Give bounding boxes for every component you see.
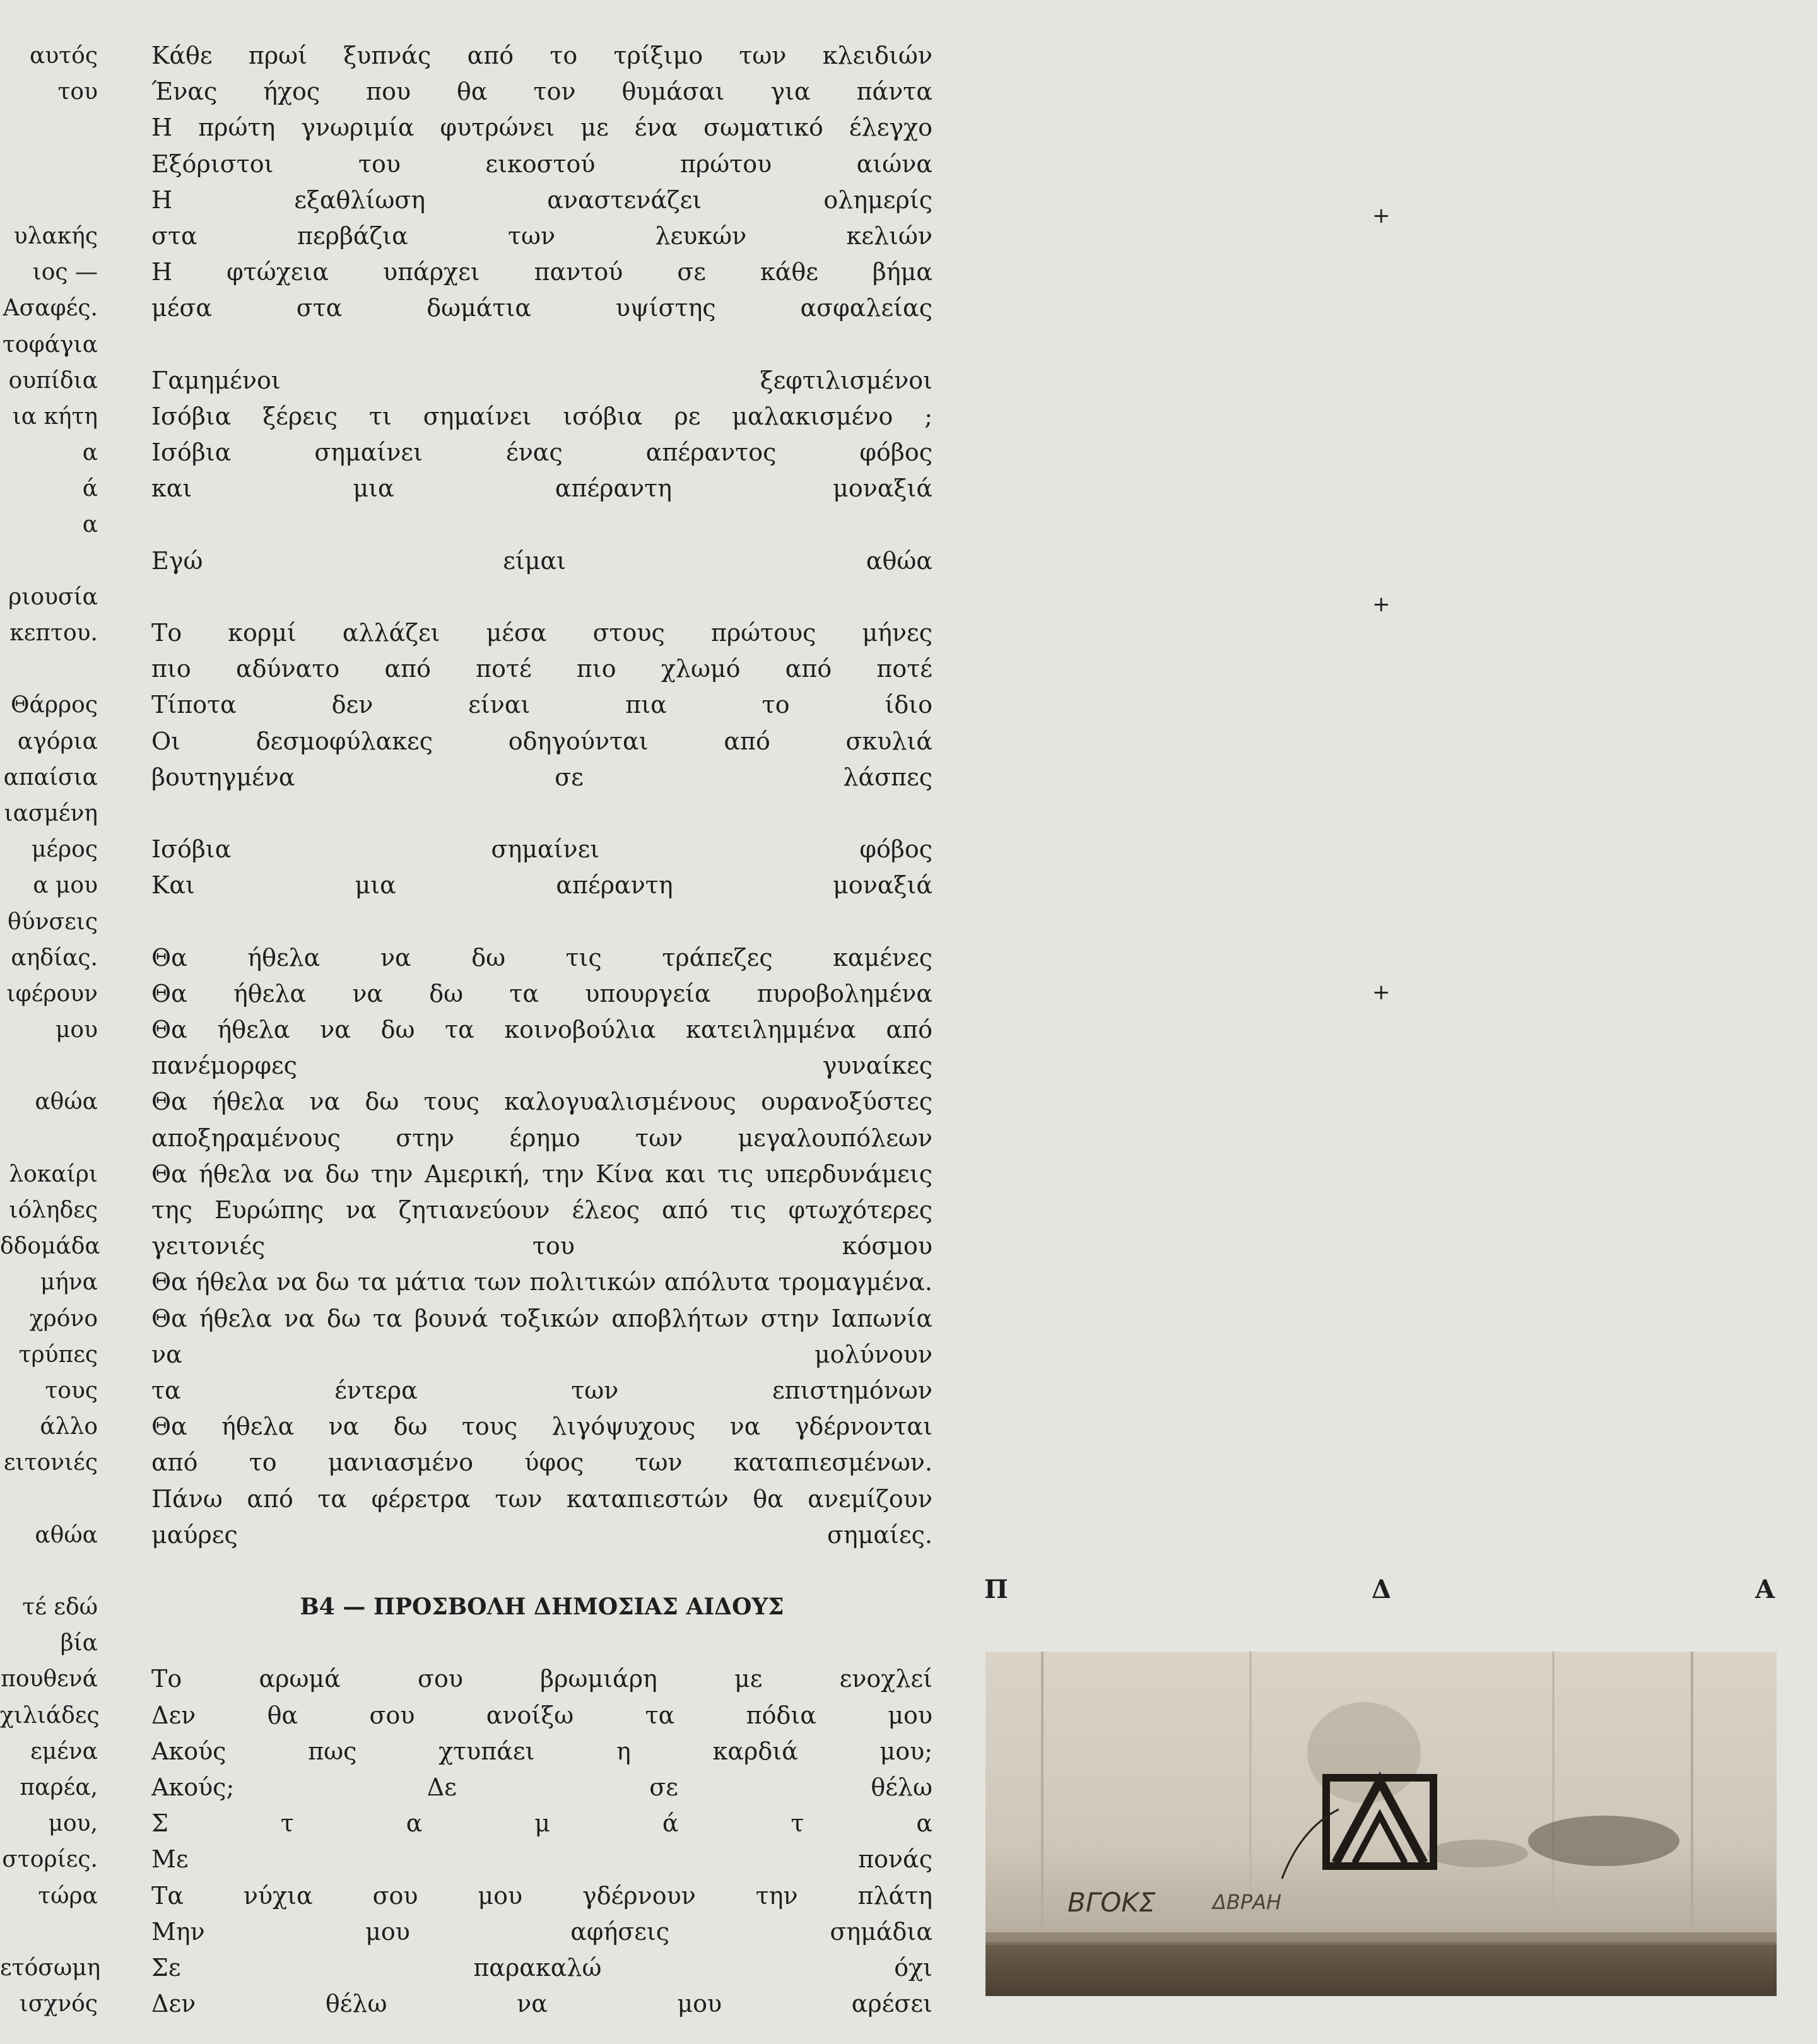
left-fragment-line: Ασαφές. (3, 295, 98, 322)
poem-line: Ισόβια σημαίνει φόβος (151, 835, 932, 864)
photo-caption-letters (984, 1575, 1773, 1612)
poem-line: Ισόβια ξέρεις τι σημαίνει ισόβια ρε μαλακισμένο ; (151, 402, 932, 430)
left-fragment-line (0, 1553, 98, 1589)
left-fragment-line: εμένα (30, 1738, 98, 1765)
poem-line: Η φτώχεια υπάρχει παντού σε κάθε βήμα (151, 258, 932, 286)
crop-mark: + (1372, 980, 1391, 1005)
left-fragment-line: α μου (33, 872, 98, 899)
poem-line: Ακούς πως χτυπάει η καρδιά μου; (151, 1737, 932, 1765)
poem-line: Τίποτα δεν είναι πια το ίδιο (151, 691, 932, 719)
poem-line: βουτηγμένα σε λάσπες (151, 763, 932, 791)
left-fragment-line: Θάρρος (11, 692, 98, 719)
left-fragment-line: μέρος (31, 837, 98, 863)
blank-line (151, 1625, 932, 1661)
left-fragment-line: αυτός (30, 43, 98, 69)
left-fragment-line: θύνσεις (8, 908, 98, 935)
graffiti-text-1: ΒΓΟΚΣ (1067, 1887, 1156, 1918)
poem-line: μέσα στα δωμάτια υψίστης ασφαλείας (151, 294, 932, 322)
left-fragment-line: αγόρια (17, 728, 98, 755)
poem-line: αποξηραμένους στην έρημο των μεγαλουπόλεων (151, 1124, 932, 1152)
left-fragment-line (0, 1481, 98, 1517)
left-fragment-line: ιφέρουν (6, 980, 98, 1007)
left-fragment-line (0, 1048, 98, 1084)
left-fragment-line (0, 1914, 98, 1950)
poem-line (151, 507, 932, 543)
poem-line: από το μανιασμένο ύφος των καταπιεσμένων. (151, 1448, 932, 1477)
poem-line: Ισόβια σημαίνει ένας απέραντος φόβος (151, 438, 932, 467)
left-fragment-line: λοκαίρι (9, 1161, 98, 1187)
graffiti-text-2: ΔΒΡΑΗ (1213, 1890, 1282, 1914)
left-fragment-line: ετόσωμη (0, 1954, 101, 1981)
poem-line: πιο αδύνατο από ποτέ πιο χλωμό από ποτέ (151, 655, 932, 683)
left-fragment-line (0, 651, 98, 687)
poem-line: Μην μου αφήσεις σημάδια (151, 1917, 932, 1946)
left-fragment-line: ά (82, 476, 98, 502)
poem-line: πανέμορφες γυναίκες (151, 1052, 932, 1080)
poem-line: Εγώ είμαι αθώα (151, 546, 932, 575)
left-fragment-line: άλλο (40, 1414, 98, 1440)
left-fragment-line: χρόνο (29, 1305, 98, 1332)
poem-line: Γαμημένοι ξεφτιλισμένοι (151, 366, 932, 394)
left-fragment-line: υλακής (13, 223, 98, 249)
poem-line (151, 327, 932, 363)
left-fragment-line: πουθενά (1, 1666, 98, 1693)
poem-line: στα περβάζια των λευκών κελιών (151, 221, 932, 250)
poem-line: Ένας ήχος που θα τον θυμάσαι για πάντα (151, 78, 932, 106)
poem-line: μαύρες σημαίες. (151, 1520, 932, 1549)
left-column-fragment (0, 38, 101, 2022)
poem-block (151, 38, 932, 1553)
letter-pi: Π (984, 1575, 1008, 1604)
left-fragment-line: ιόληδες (9, 1197, 98, 1223)
left-fragment-line: τρύπες (18, 1341, 98, 1368)
poem-line: Η πρώτη γνωριμία φυτρώνει με ένα σωματικό έλεγχο (151, 114, 932, 142)
left-fragment-line: ιασμένη (4, 800, 98, 826)
poem-line: Θα ήθελα να δω τα μάτια των πολιτικών απόλυτα τρομαγμένα. (151, 1268, 932, 1296)
left-fragment-line: α (82, 440, 98, 466)
poem-line: τα έντερα των επιστημόνων (151, 1376, 932, 1404)
left-fragment-line: βία (60, 1630, 98, 1657)
left-fragment-line: παρέα, (20, 1775, 98, 1800)
left-fragment-line: α (82, 512, 98, 538)
poem-line: Δεν θα σου ανοίξω τα πόδια μου (151, 1701, 932, 1729)
poem-line: Θα ήθελα να δω τα κοινοβούλια κατειλημμένα από (151, 1016, 932, 1044)
left-fragment-line: χιλιάδες (0, 1702, 100, 1729)
left-fragment-line: ιος — (32, 259, 98, 286)
poem-block-bottom (151, 1661, 932, 2022)
left-fragment-line: τοφάγια (2, 331, 98, 358)
left-fragment-line: τέ εδώ (22, 1594, 98, 1621)
poem-line: γειτονιές του κόσμου (151, 1232, 932, 1260)
poem-line: Το αρωμά σου βρωμιάρη με ενοχλεί (151, 1665, 932, 1693)
poem-line: Τα νύχια σου μου γδέρνουν την πλάτη (151, 1881, 932, 1910)
left-fragment-line: αηδίας. (11, 944, 98, 971)
left-fragment-line: ισχνός (19, 1991, 98, 2018)
left-fragment-line: στορίες. (2, 1847, 98, 1873)
poem-line: Θα ήθελα να δω τους καλογυαλισμένους ουρανοξύστες (151, 1088, 932, 1116)
poem-line: Θα ήθελα να δω την Αμερική, την Κίνα και τις υπερδυνάμεις (151, 1160, 932, 1188)
poem-line: Με πονάς (151, 1845, 932, 1874)
poem-line: Ακούς; Δε σε θέλω (151, 1773, 932, 1801)
left-fragment-line: δδομάδα (0, 1233, 100, 1260)
letter-delta: Δ (1372, 1575, 1392, 1604)
poem-line: να μολύνουν (151, 1340, 932, 1368)
poem-line: Το κορμί αλλάζει μέσα στους πρώτους μήνες (151, 619, 932, 647)
left-fragment-line: αθώα (35, 1089, 98, 1115)
left-fragment-line: μήνα (40, 1269, 98, 1296)
left-fragment-line: τους (45, 1377, 98, 1404)
poem-line: Οι δεσμοφύλακες οδηγούνται από σκυλιά (151, 727, 932, 755)
poem-line: Δεν θέλω να μου αρέσει (151, 1990, 932, 2018)
poem-line: Κάθε πρωί ξυπνάς από το τρίξιμο των κλειδιών (151, 42, 932, 69)
left-fragment-line (0, 110, 98, 146)
left-fragment-line: κεπτου. (9, 620, 98, 646)
main-text-column (151, 38, 932, 2022)
poem-line (151, 904, 932, 940)
poem-line: της Ευρώπης να ζητιανεύουν έλεος από τις φτωχότερες (151, 1196, 932, 1224)
poem-line: Σ τ α μ ά τ α (151, 1809, 932, 1838)
left-fragment-line: ειτονιές (3, 1450, 98, 1476)
crop-mark: + (1372, 203, 1391, 228)
left-fragment-line (0, 543, 98, 579)
blank-line (151, 1553, 932, 1589)
poem-line: Η εξαθλίωση αναστενάζει ολημερίς (151, 185, 932, 214)
section-heading: Β4 — ΠΡΟΣΒΟΛΗ ΔΗΜΟΣΙΑΣ ΑΙΔΟΥΣ (300, 1594, 784, 1621)
left-fragment-line: μου, (48, 1811, 98, 1837)
left-fragment-line: ια κήτη (12, 403, 98, 430)
poem-line: Θα ήθελα να δω τα υπουργεία πυροβολημένα (151, 979, 932, 1007)
ground (985, 1942, 1777, 1996)
poem-line: Θα ήθελα να δω τις τράπεζες καμένες (151, 943, 932, 972)
poem-line: Εξόριστοι του εικοστού πρώτου αιώνα (151, 150, 932, 178)
graffiti-photo (985, 1652, 1777, 1996)
poem-line: Σε παρακαλώ όχι (151, 1953, 932, 1982)
poem-line: Θα ήθελα να δω τους λιγόψυχους να γδέρνονται (151, 1413, 932, 1441)
crop-mark: + (1372, 592, 1391, 617)
left-fragment-line: αθώα (35, 1522, 98, 1548)
poem-line: και μια απέραντη μοναξιά (151, 474, 932, 503)
left-fragment-line: τώρα (38, 1882, 98, 1909)
left-fragment-line (0, 146, 98, 182)
letter-alpha: Α (1755, 1575, 1775, 1604)
left-fragment-line (0, 182, 98, 218)
left-fragment-line: του (57, 79, 98, 105)
poem-line: Πάνω από τα φέρετρα των καταπιεστών θα ανεμίζουν (151, 1484, 932, 1513)
poem-line (151, 796, 932, 831)
left-fragment-line: ουπίδια (8, 367, 98, 394)
left-fragment-line: ριουσία (8, 584, 98, 610)
poem-line: Και μια απέραντη μοναξιά (151, 871, 932, 900)
poem-line: Θα ήθελα να δω τα βουνά τοξικών αποβλήτων στην Ιαπωνία (151, 1304, 932, 1332)
left-fragment-line: απαίσια (3, 764, 98, 790)
left-fragment-line (0, 1120, 98, 1156)
left-fragment-line: μου (56, 1017, 98, 1043)
poem-line (151, 579, 932, 615)
